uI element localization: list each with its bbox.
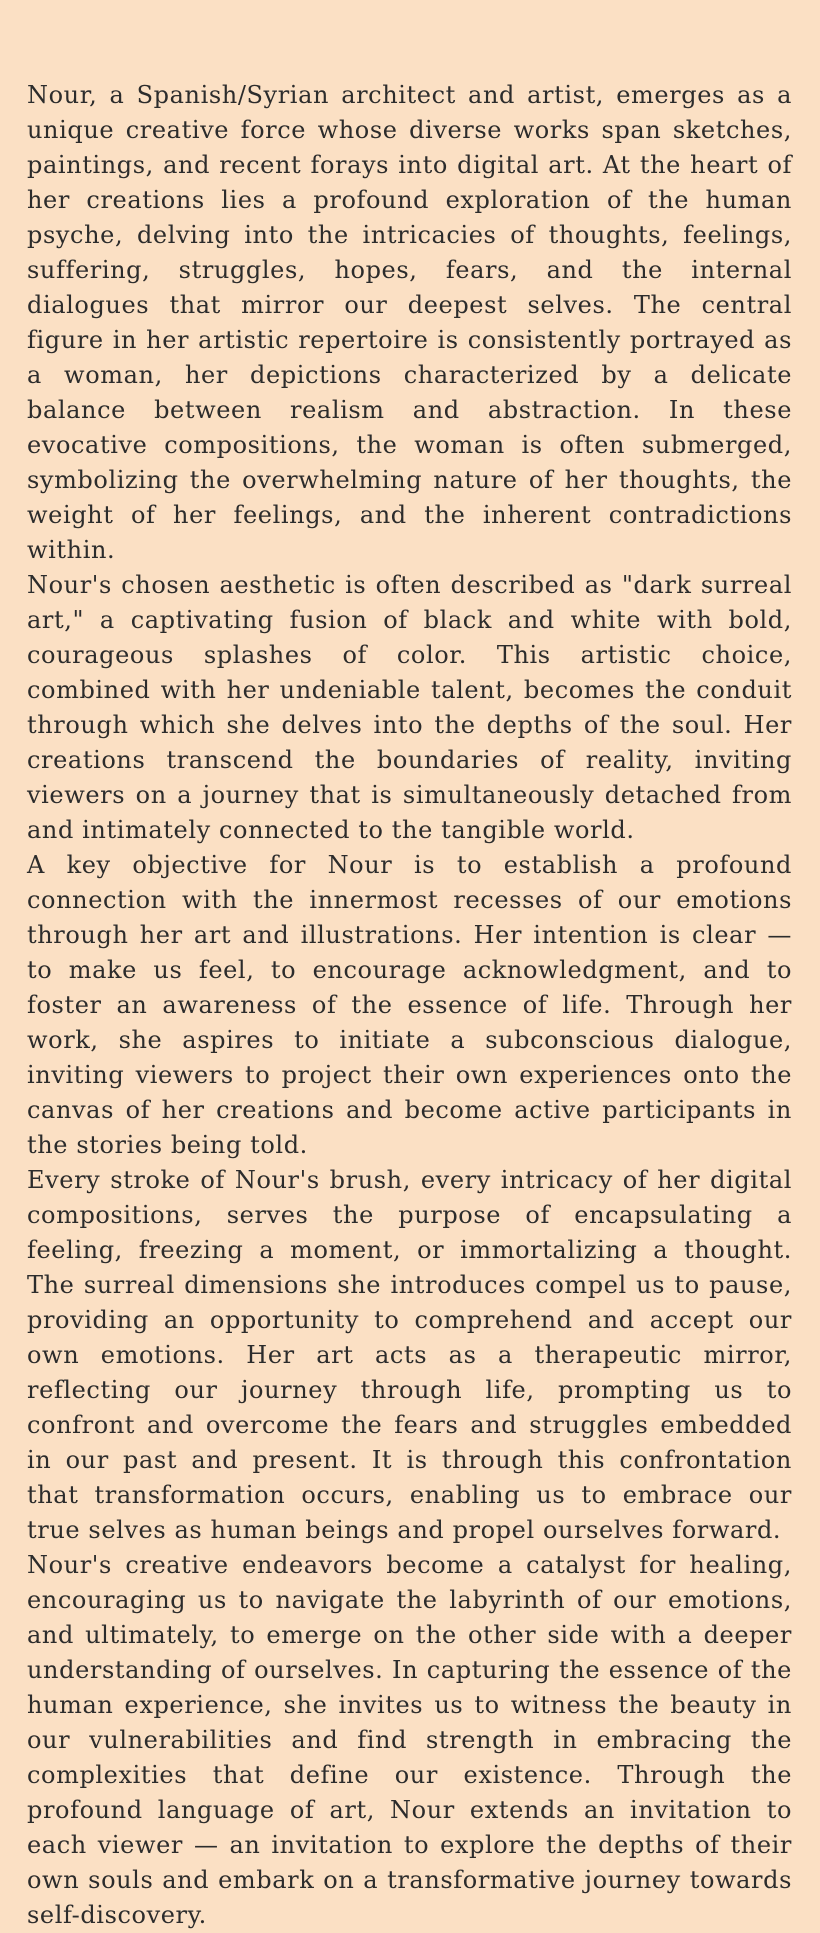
bio-paragraph-aesthetic: Nour's chosen aesthetic is often described as "dark surreal art," a captivating fusion of black and white with bold, courageous splashes of color. This artistic choice, combined with her undeniable talent, becomes the conduit through which she delves into the depths of the soul. Her creations transcend the boundaries of reality, inviting viewers on a journey that is simultaneously detached from and intimately connected to the tangible world. [27, 571, 792, 844]
bio-paragraph-objective: A key objective for Nour is to establish a profound connection with the innermost recesses of our emotions through her art and illustrations. Her intention is clear — to make us feel, to encourage acknowledgment, and to foster an awareness of the essence of life. Through her work, she aspires to initiate a subconscious dialogue, inviting viewers to project their own experiences onto the canvas of her creations and become active participants in the stories being told. [27, 851, 792, 1159]
bio-paragraph-technique: Every stroke of Nour's brush, every intricacy of her digital compositions, serves the purpose of encapsulating a feeling, freezing a moment, or immortalizing a thought. The surreal dimensions she introduces compel us to pause, providing an opportunity to comprehend and accept our own emotions. Her art acts as a therapeutic mirror, reflecting our journey through life, prompting us to confront and overcome the fears and struggles embedded in our past and present. It is through this confrontation that transformation occurs, enabling us to embrace our true selves as human beings and propel ourselves forward. [27, 1166, 792, 1544]
bio-paragraph-intro: Nour, a Spanish/Syrian architect and artist, emerges as a unique creative force whose diverse works span sketches, paintings, and recent forays into digital art. At the heart of her creations lies a profound exploration of the human psyche, delving into the intricacies of thoughts, feelings, suffering, struggles, hopes, fears, and the internal dialogues that mirror our deepest selves. The central figure in her artistic repertoire is consistently portrayed as a woman, her depictions characterized by a delicate balance between realism and abstraction. In these evocative compositions, the woman is often submerged, symbolizing the overwhelming nature of her thoughts, the weight of her feelings, and the inherent contradictions within. [27, 81, 792, 564]
artist-biography [27, 78, 792, 1933]
bio-paragraph-healing: Nour's creative endeavors become a catalyst for healing, encouraging us to navigate the labyrinth of our emotions, and ultimately, to emerge on the other side with a deeper understanding of ourselves. In capturing the essence of the human experience, she invites us to witness the beauty in our vulnerabilities and find strength in embracing the complexities that define our existence. Through the profound language of art, Nour extends an invitation to each viewer — an invitation to explore the depths of their own souls and embark on a transformative journey towards self-discovery. [27, 1551, 792, 1929]
